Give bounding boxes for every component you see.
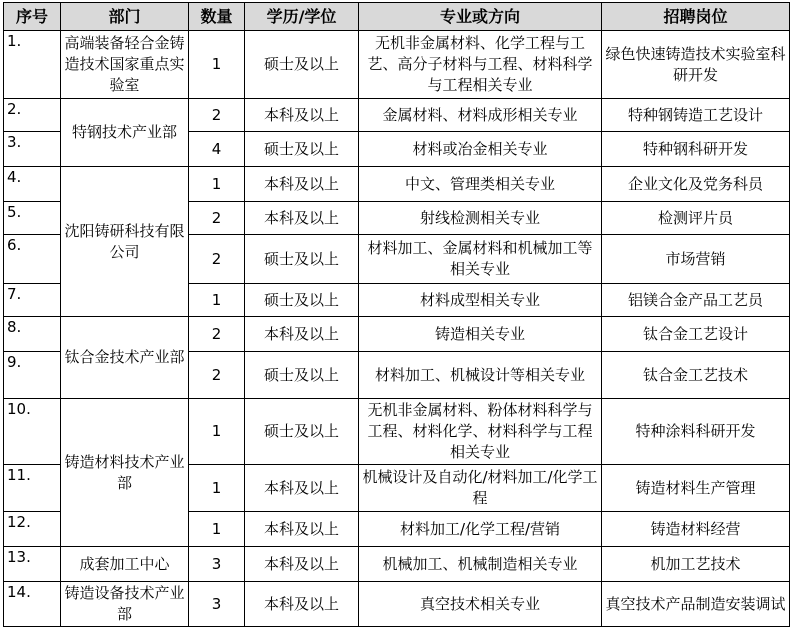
row-no: 3. (4, 132, 61, 167)
num-cell: 2 (189, 99, 245, 132)
num-cell: 4 (189, 132, 245, 167)
major-cell: 金属材料、材料成形相关专业 (359, 99, 602, 132)
row-no: 12. (4, 512, 61, 547)
header-row (4, 3, 790, 31)
dept-cell: 高端装备轻合金铸造技术国家重点实验室 (61, 31, 189, 99)
major-cell: 材料或冶金相关专业 (359, 132, 602, 167)
dept-cell: 铸造材料技术产业部 (61, 399, 189, 547)
position-cell: 钛合金工艺技术 (602, 352, 790, 399)
table-row (4, 31, 790, 99)
position-cell: 绿色快速铸造技术实验室科研开发 (602, 31, 790, 99)
edu-cell: 硕士及以上 (245, 352, 359, 399)
major-cell: 机械加工、机械制造相关专业 (359, 547, 602, 582)
header-edu: 学历/学位 (245, 3, 359, 31)
num-cell: 1 (189, 167, 245, 202)
position-cell: 铸造材料经营 (602, 512, 790, 547)
row-no: 5. (4, 202, 61, 235)
position-cell: 特种涂料科研开发 (602, 399, 790, 465)
major-cell: 真空技术相关专业 (359, 582, 602, 627)
major-cell: 机械设计及自动化/材料加工/化学工程 (359, 465, 602, 512)
edu-cell: 本科及以上 (245, 202, 359, 235)
table-row (4, 317, 790, 352)
edu-cell: 本科及以上 (245, 512, 359, 547)
row-no: 4. (4, 167, 61, 202)
num-cell: 3 (189, 547, 245, 582)
num-cell: 1 (189, 31, 245, 99)
major-cell: 射线检测相关专业 (359, 202, 602, 235)
dept-cell: 特钢技术产业部 (61, 99, 189, 167)
num-cell: 1 (189, 399, 245, 465)
dept-cell: 沈阳铸研科技有限公司 (61, 167, 189, 317)
major-cell: 材料加工/化学工程/营销 (359, 512, 602, 547)
row-no: 7. (4, 284, 61, 317)
row-no: 9. (4, 352, 61, 399)
recruitment-table (3, 2, 790, 627)
dept-cell: 成套加工中心 (61, 547, 189, 582)
position-cell: 检测评片员 (602, 202, 790, 235)
edu-cell: 本科及以上 (245, 167, 359, 202)
position-cell: 市场营销 (602, 235, 790, 284)
table-row (4, 582, 790, 627)
num-cell: 2 (189, 352, 245, 399)
num-cell: 1 (189, 512, 245, 547)
row-no: 8. (4, 317, 61, 352)
header-num: 数量 (189, 3, 245, 31)
position-cell: 特种钢铸造工艺设计 (602, 99, 790, 132)
major-cell: 材料加工、机械设计等相关专业 (359, 352, 602, 399)
row-no: 2. (4, 99, 61, 132)
row-no: 11. (4, 465, 61, 512)
row-no: 1. (4, 31, 61, 99)
table-row (4, 399, 790, 465)
row-no: 10. (4, 399, 61, 465)
row-no: 14. (4, 582, 61, 627)
header-dept: 部门 (61, 3, 189, 31)
major-cell: 材料成型相关专业 (359, 284, 602, 317)
edu-cell: 硕士及以上 (245, 284, 359, 317)
edu-cell: 本科及以上 (245, 99, 359, 132)
edu-cell: 本科及以上 (245, 317, 359, 352)
dept-cell: 钛合金技术产业部 (61, 317, 189, 399)
header-position: 招聘岗位 (602, 3, 790, 31)
major-cell: 无机非金属材料、粉体材料科学与工程、材料化学、材料科学与工程相关专业 (359, 399, 602, 465)
position-cell: 特种钢科研开发 (602, 132, 790, 167)
header-major: 专业或方向 (359, 3, 602, 31)
major-cell: 中文、管理类相关专业 (359, 167, 602, 202)
edu-cell: 本科及以上 (245, 547, 359, 582)
edu-cell: 硕士及以上 (245, 235, 359, 284)
num-cell: 2 (189, 202, 245, 235)
header-no: 序号 (4, 3, 61, 31)
edu-cell: 本科及以上 (245, 465, 359, 512)
dept-cell: 铸造设备技术产业部 (61, 582, 189, 627)
position-cell: 铸造材料生产管理 (602, 465, 790, 512)
row-no: 13. (4, 547, 61, 582)
num-cell: 1 (189, 284, 245, 317)
row-no: 6. (4, 235, 61, 284)
num-cell: 2 (189, 317, 245, 352)
num-cell: 1 (189, 465, 245, 512)
edu-cell: 硕士及以上 (245, 31, 359, 99)
position-cell: 机加工艺技术 (602, 547, 790, 582)
num-cell: 3 (189, 582, 245, 627)
major-cell: 铸造相关专业 (359, 317, 602, 352)
edu-cell: 硕士及以上 (245, 132, 359, 167)
major-cell: 无机非金属材料、化学工程与工艺、高分子材料与工程、材料科学与工程相关专业 (359, 31, 602, 99)
num-cell: 2 (189, 235, 245, 284)
position-cell: 钛合金工艺设计 (602, 317, 790, 352)
position-cell: 铝镁合金产品工艺员 (602, 284, 790, 317)
position-cell: 真空技术产品制造安装调试 (602, 582, 790, 627)
major-cell: 材料加工、金属材料和机械加工等相关专业 (359, 235, 602, 284)
position-cell: 企业文化及党务科员 (602, 167, 790, 202)
table-row (4, 547, 790, 582)
table-row (4, 167, 790, 202)
table-row (4, 99, 790, 132)
edu-cell: 本科及以上 (245, 582, 359, 627)
edu-cell: 硕士及以上 (245, 399, 359, 465)
